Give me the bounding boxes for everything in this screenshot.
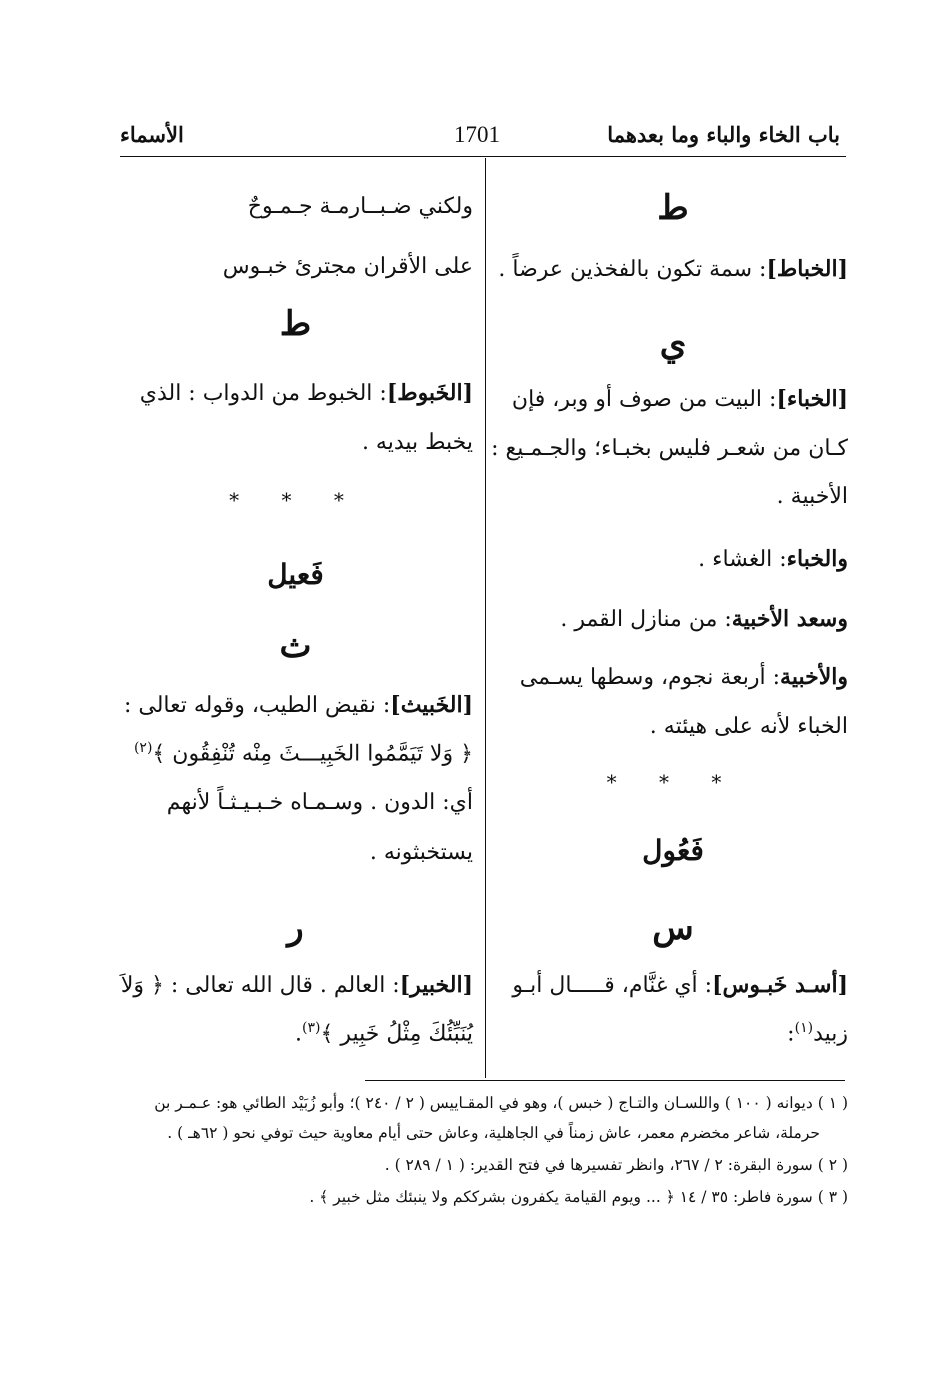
entry-khabir <box>118 972 473 998</box>
poet-name: زبيد <box>813 1021 848 1047</box>
footnote-ref: (٢) <box>133 740 153 756</box>
verse-line: على الأقران مجترئ خبـوس <box>222 254 473 279</box>
footnote-2: ( ٢ ) سورة البقرة: ٢ / ٢٦٧، وانظر تفسيرها في فتح القدير: ( ١ / ٢٨٩ ) . <box>384 1156 848 1174</box>
section-separator: * * * <box>229 488 362 512</box>
entry-saad <box>498 606 848 632</box>
letter-heading-taa: ط <box>657 188 689 228</box>
text-line <box>498 1020 848 1046</box>
entry-term: والأخبية <box>780 664 848 690</box>
entry-definition: : سمة تكون بالفخذين عرضاً . <box>498 257 767 282</box>
section-separator: * * * <box>606 770 740 794</box>
entry-khabut <box>118 380 473 406</box>
entry-term: والخباء <box>786 546 848 572</box>
quran-quote <box>118 740 473 766</box>
colon: : <box>787 1021 795 1047</box>
entry-term: وسعد الأخبية <box>731 606 848 632</box>
entry-term: [الخباط] <box>766 256 848 282</box>
text-line: الخباء لأنه على هيئته . <box>649 714 848 739</box>
entry-khibat <box>498 256 848 282</box>
footnote-1-cont: حرملة، شاعر مخضرم معمر، عاش زمناً في الجاهلية، وعاش حتى أيام معاوية حيث توفي نحو ( ٦٢هـ ) . <box>167 1124 820 1142</box>
entry-asad <box>498 972 848 998</box>
entry-akhbiya <box>498 664 848 690</box>
text-line: أي: الدون . وسـمـاه خـبـيـثـاً لأنهم <box>166 790 473 815</box>
footnote-rule <box>365 1080 845 1081</box>
period: . <box>294 1021 302 1047</box>
letter-heading-thaa: ث <box>279 626 312 666</box>
letter-heading-yaa: ي <box>659 324 687 364</box>
entry-definition: : أربعة نجوم، وسطها يسـمى <box>519 665 781 690</box>
chapter-title: باب الخاء والباء وما بعدهما <box>607 122 840 147</box>
column-divider <box>485 158 486 1078</box>
entry-definition: : البيت من صوف أو وبر، فإن <box>511 387 777 412</box>
footnote-ref: (١) <box>794 1020 814 1036</box>
entry-definition: : الخبوط من الدواب : الذي <box>139 381 387 406</box>
footnote-3: ( ٣ ) سورة فاطر: ٣٥ / ١٤ ﴿ ... ويوم القيامة يكفرون بشرككم ولا ينبئك مثل خبير ﴾ . <box>309 1188 848 1206</box>
text-line: يستخبثونه . <box>369 840 473 865</box>
verse-line: ولكني ضـبــارمـة جـمـوحٌ <box>247 194 473 219</box>
footnote-1: ( ١ ) ديوانه ( ١٠٠ ) واللسـان والتـاج ( خبس )، وهو في المقـاييس ( ٢ / ٢٤٠ )؛ وأبو زُبَيْد الطائي هو: عـمـر بن <box>154 1094 848 1112</box>
section-title: الأسماء <box>120 122 184 147</box>
page-header <box>120 118 840 158</box>
page-number: 1701 <box>454 122 500 147</box>
entry-ghishaa <box>498 546 848 572</box>
header-rule <box>120 156 846 157</box>
entry-definition: : الغشاء . <box>698 547 787 572</box>
entry-definition: : العالم . قال الله تعالى : ﴿ وَلاَ <box>120 973 400 998</box>
letter-heading-raa: ر <box>287 908 304 948</box>
pattern-heading-fael: فَعيل <box>267 558 324 591</box>
entry-term: [الخبير] <box>399 972 473 998</box>
entry-definition: : نقيض الطيب، وقوله تعالى : <box>123 693 391 718</box>
entry-definition: : من منازل القمر . <box>560 607 732 632</box>
letter-heading-seen: س <box>652 908 694 948</box>
entry-definition: : أي غنَّام، قـــــال أبـو <box>512 973 713 998</box>
entry-term: [الخَبوط] <box>386 380 473 406</box>
entry-term: [أسـد خَبـوس] <box>712 972 848 998</box>
letter-heading-taa: ط <box>279 304 312 344</box>
quran-quote <box>118 1020 473 1046</box>
quran-text: ﴿ وَلا تَيَمَّمُوا الخَبِيـــثَ مِنْه تُنْفِقُون ﴾ <box>152 741 473 767</box>
text-line: الأخبية . <box>776 484 848 509</box>
quran-text: يُنَبِّئُكَ مِثْلُ خَبِير ﴾ <box>320 1021 473 1047</box>
entry-term: [الخَبيث] <box>390 692 473 718</box>
entry-khibaa <box>498 386 848 412</box>
text-line: يخبط بيديه . <box>361 430 473 455</box>
footnote-ref: (٣) <box>301 1020 321 1036</box>
pattern-heading-faool: فَعُول <box>642 834 704 867</box>
text-line: كـان من شعـر فليس بخبـاء؛ والجـمـيع : <box>491 436 848 461</box>
entry-term: [الخباء] <box>776 386 848 412</box>
entry-khabith <box>118 692 473 718</box>
